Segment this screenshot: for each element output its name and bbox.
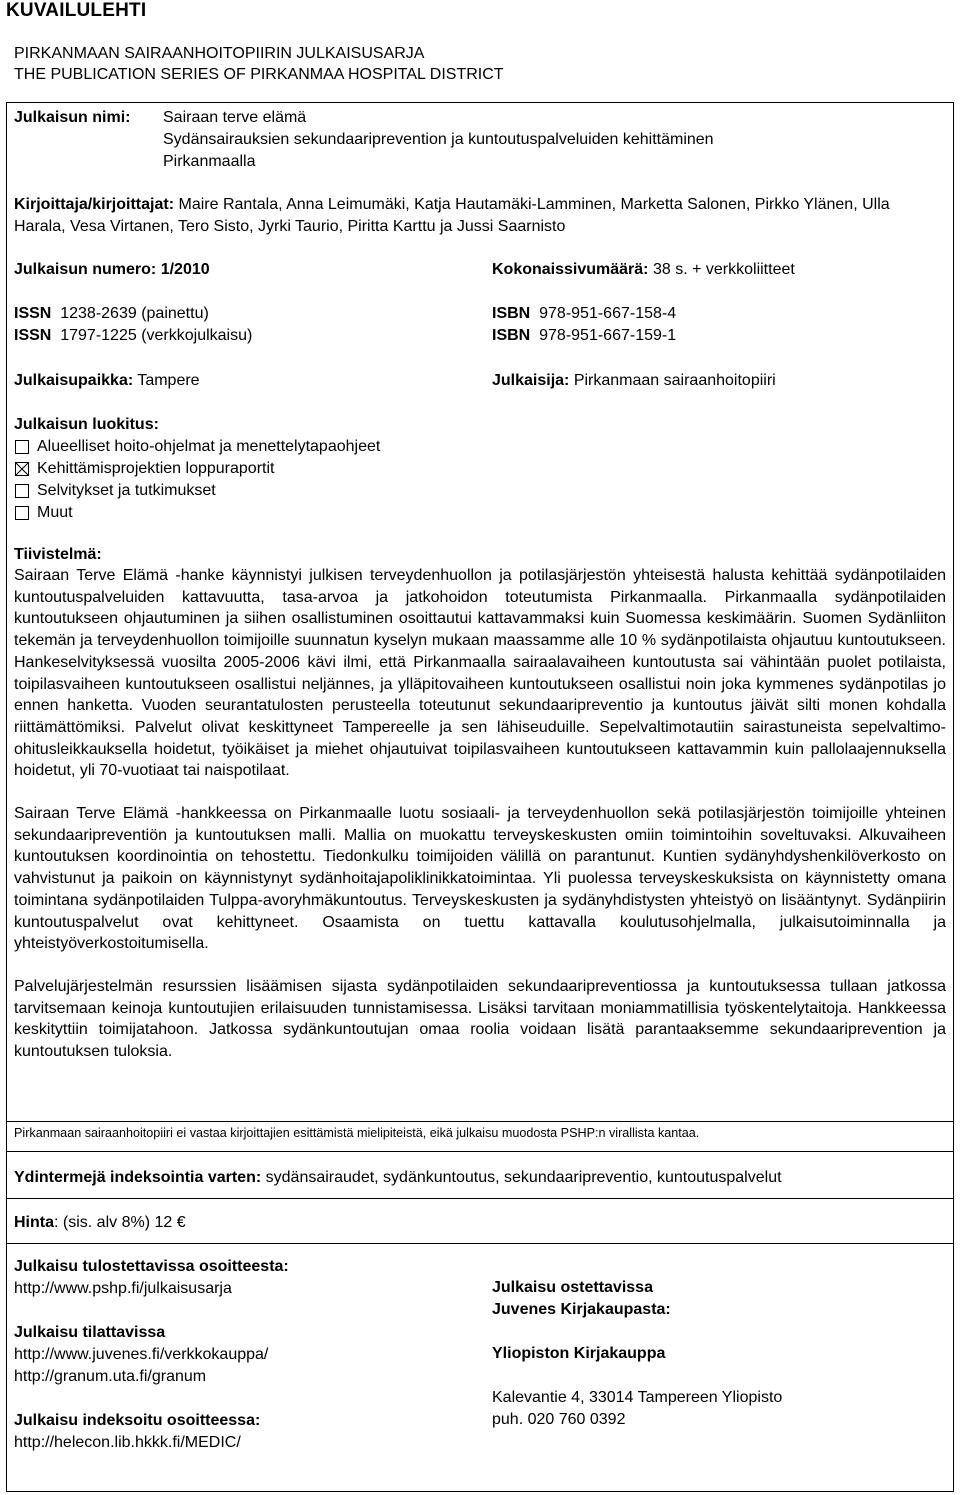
authors-label: Kirjoittaja/kirjoittajat: (14, 196, 175, 213)
issn-block (14, 303, 252, 347)
abstract-paragraph: Sairaan Terve Elämä -hankkeessa on Pirkanmaalle luotu sosiaali- ja terveydenhuollon sekä potilasjärjestön toimijoille yhteinen sekundaaripreventiön ja kuntoutuksen malli. Mallia on muokattu terveyskeskusten omiin toimintoihin soveltuvaksi. Alkuvaiheen kuntoutuksen koordinointia on tehostettu. Tiedonkulku toimijoiden välillä on parantunut. Kuntien sydänyhdyshenkilöverkosto on vahvistunut ja paikoin on käynnistynyt sydänhoitajapoliklinikkatoimintaa. Yli puolessa terveyskeskuksista on käynnistetty omana toimintana sydänpotilaiden Tulppa-avoryhmäkuntoutus. Terveyskeskusten ja sydänyhdistysten yhteistyö on lisääntynyt. Sydänpiirin kuntoutuspalvelut ovat kehittyneet. Osaamista on tuettu kattavalla koulutusohjelmalla, julkaisutoiminnalla ja yhteistyöverkostoitumisella. (14, 805, 946, 953)
isbn-1: 978-951-667-158-4 (539, 305, 677, 322)
issn-label: ISSN (14, 305, 52, 322)
availability-right (492, 1277, 782, 1431)
classification-item (14, 458, 380, 480)
abstract-paragraph: Sairaan Terve Elämä -hanke käynnistyi julkisen terveydenhuollon ja potilasjärjestön yhteisestä halusta kehittää sydänpotilaiden kuntoutuspalveluiden kattavuutta, tasa-arvoa ja jatkohoidon toteutumista Pirkanmaalla. Pirkanmaalla sydänpotilaiden kuntoutukseen ohjautuminen ja siihen osallistuminen osoittautui kattavammaksi kuin Suomessa keskimäärin. Suomen Sydänliiton tekemän ja terveydenhuollon toimijoille suunnatun kyselyn mukaan maassamme alle 10 % sydänpotilaista ohjautuu kuntoutukseen. Hankeselvityksessä vuosilta 2005-2006 kävi ilmi, että Pirkanmaalla sairaalavaiheen kuntoutusta sai vähintään puolet potilaista, toipilasvaiheen kuntoutukseen osallistui neljännes, ja ylläpitovaiheen kuntoutukseen osallistui noin joka kymmenes sydänpotilas jo ennen hanketta. Vuoden seurantatulosten perusteella toteutunut sekundaaripreventio ja kuntoutus jäivät silti monen kohdalla riittämättömiksi. Palvelut olivat keskittyneet Tampereelle ja sen lähiseuduille. Sepelvaltimotautiin sairastuneista sepelvaltimo-ohitusleikkauksella hoidetut, työikäiset ja miehet ohjautuivat toipilasvaiheen kuntoutukseen kattavammin kuin pallolaajennuksella hoidetut, yli 70-vuotiaat tai naispotilaat. (14, 567, 946, 780)
classification-item (14, 480, 380, 502)
classification-item-label: Kehittämisprojektien loppuraportit (37, 460, 275, 477)
page-count-label: Kokonaissivumäärä: (492, 261, 649, 278)
indexed-url-link[interactable]: http://helecon.lib.hkkk.fi/MEDIC/ (14, 1434, 241, 1451)
publication-name-line: Sairaan terve elämä (163, 109, 307, 126)
divider (6, 1243, 954, 1244)
publication-place-label: Julkaisupaikka: (14, 372, 134, 389)
divider (6, 1121, 954, 1122)
isbn-label: ISBN (492, 327, 531, 344)
page-count-value: 38 s. + verkkoliitteet (652, 261, 795, 278)
abstract-body (14, 565, 946, 1063)
indexed-label: Julkaisu indeksoitu osoitteessa: (14, 1412, 261, 1429)
price-value: : (sis. alv 8%) 12 € (54, 1214, 186, 1231)
checkbox-unchecked[interactable] (15, 440, 29, 454)
checkbox-unchecked[interactable] (15, 506, 29, 520)
price (14, 1212, 186, 1234)
publication-place-value: Tampere (137, 372, 200, 389)
shop-phone: puh. 020 760 0392 (492, 1411, 626, 1428)
print-url-link[interactable]: http://www.pshp.fi/julkaisusarja (14, 1280, 232, 1297)
checkbox-checked[interactable] (15, 462, 29, 476)
publication-name-line: Pirkanmaalla (163, 153, 256, 170)
issn-label: ISSN (14, 327, 52, 344)
divider (6, 1198, 954, 1199)
disclaimer: Pirkanmaan sairaanhoitopiiri ei vastaa kirjoittajien esittämistä mielipiteistä, eikä julkaisu muodosta PSHP:n virallista kantaa. (14, 1126, 700, 1140)
order-url-link[interactable]: http://granum.uta.fi/granum (14, 1368, 207, 1385)
isbn-2: 978-951-667-159-1 (539, 327, 677, 344)
publication-name-label: Julkaisun nimi: (14, 109, 131, 126)
page-title: KUVAILULEHTI (6, 0, 147, 21)
issn-online: 1797-1225 (verkkojulkaisu) (60, 327, 253, 344)
order-url-link[interactable]: http://www.juvenes.fi/verkkokauppa/ (14, 1346, 269, 1363)
classification-list (14, 436, 380, 524)
publication-number-label: Julkaisun numero: (14, 261, 157, 278)
shop-name: Yliopiston Kirjakauppa (492, 1345, 666, 1362)
print-label: Julkaisu tulostettavissa osoitteesta: (14, 1258, 289, 1275)
publisher-value: Pirkanmaan sairaanhoitopiiri (573, 372, 776, 389)
classification-label: Julkaisun luokitus: (14, 416, 159, 433)
buy-label: Juvenes Kirjakaupasta: (492, 1301, 671, 1318)
abstract-label: Tiivistelmä: (14, 546, 102, 563)
keywords-label: Ydintermejä indeksointia varten: (14, 1169, 262, 1186)
authors-value: Maire Rantala, Anna Leimumäki, Katja Hautamäki-Lamminen, Marketta Salonen, Pirkko Ylänen, Ulla Harala, Vesa Virtanen, Tero Sisto, Jyrki Taurio, Piritta Karttu ja Jussi Saarnisto (14, 196, 890, 235)
series-line-fi: PIRKANMAAN SAIRAANHOITOPIIRIN JULKAISUSARJA (14, 45, 425, 62)
order-label: Julkaisu tilattavissa (14, 1324, 166, 1341)
classification-item (14, 502, 380, 524)
classification-item-label: Selvitykset ja tutkimukset (37, 482, 216, 499)
shop-address: Kalevantie 4, 33014 Tampereen Yliopisto (492, 1389, 783, 1406)
buy-label: Julkaisu ostettavissa (492, 1279, 653, 1296)
issn-print: 1238-2639 (painettu) (60, 305, 209, 322)
publication-name-block (14, 107, 714, 173)
series-heading (14, 43, 504, 85)
publication-number (14, 259, 210, 281)
availability-left (14, 1256, 289, 1454)
publication-name-line: Sydänsairauksien sekundaariprevention ja kuntoutuspalveluiden kehittäminen (163, 131, 714, 148)
divider (6, 1151, 954, 1152)
abstract-paragraph: Palvelujärjestelmän resurssien lisäämisen sijasta sydänpotilaiden sekundaaripreventiossa ja kuntoutuksessa tullaan jatkossa tarvitsemaan keinoja kuntoutujien erilaisuuden tunnistamisessa. Lisäksi tarvitaan moniammatillisia työskentelytaitoja. Hankkeessa keskityttiin toimijatahoon. Jatkossa sydänkuntoutujan omaa roolia voidaan lisätä parantaaksemme sekundaariprevention ja kuntoutuksen tuloksia. (14, 977, 946, 1061)
keywords-value: sydänsairaudet, sydänkuntoutus, sekundaaripreventio, kuntoutuspalvelut (265, 1169, 782, 1186)
isbn-label: ISBN (492, 305, 531, 322)
classification-item-label: Muut (37, 504, 73, 521)
publication-number-value: 1/2010 (160, 261, 210, 278)
isbn-block (492, 303, 676, 347)
publisher-label: Julkaisija: (492, 372, 570, 389)
series-line-en: THE PUBLICATION SERIES OF PIRKANMAA HOSPITAL DISTRICT (14, 66, 504, 83)
authors-block (14, 194, 944, 238)
price-label: Hinta (14, 1214, 54, 1231)
keywords (14, 1167, 782, 1189)
checkmark-x-icon (16, 463, 28, 475)
classification-item (14, 436, 380, 458)
classification-item-label: Alueelliset hoito-ohjelmat ja menettelytapaohjeet (37, 438, 381, 455)
publication-place (14, 370, 200, 392)
page-count (492, 259, 795, 281)
publisher (492, 370, 776, 392)
checkbox-unchecked[interactable] (15, 484, 29, 498)
